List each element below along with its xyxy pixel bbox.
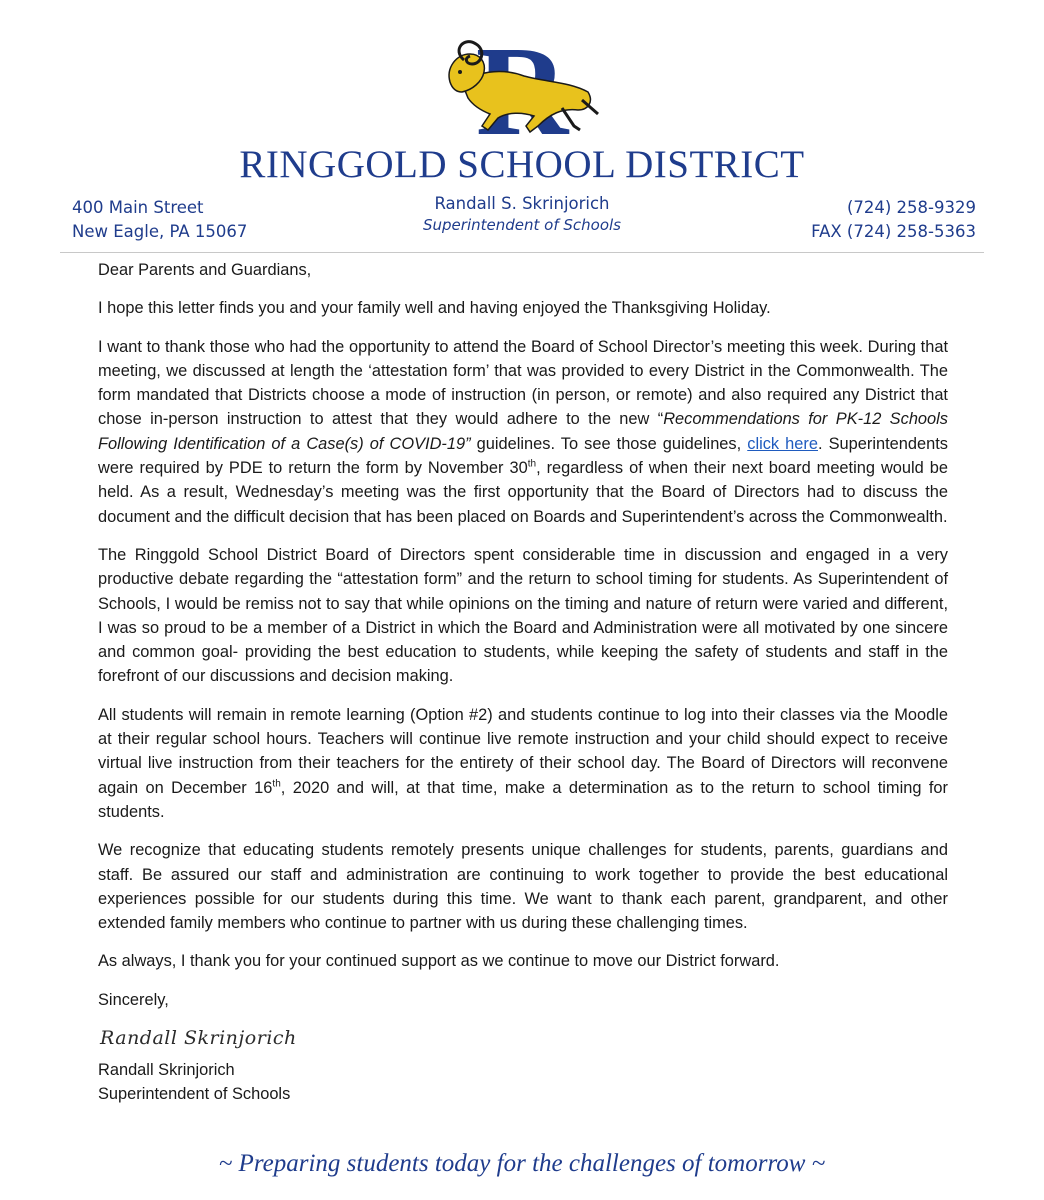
letter-body <box>98 258 948 1106</box>
paragraph-2 <box>98 335 948 529</box>
paragraph-3: The Ringgold School District Board of Directors spent considerable time in discussion and engaged in a very productive debate regarding the “attestation form” and the return to school timing for students. As Superintendent of Schools, I would be remiss not to say that while opinions on the timing and nature of return were varied and different, I was so proud to be a member of a District in which the Board and Administration were all motivated by one sincere and common goal- providing the best education to students, while keeping the safety of students and staff in the forefront of our discussions and decision making. <box>98 545 948 686</box>
guidelines-link[interactable]: click here <box>747 434 818 453</box>
ram-logo-icon <box>442 30 602 142</box>
ordinal-suffix: th <box>272 778 281 790</box>
signer-title: Superintendent of Schools <box>98 1085 291 1104</box>
paragraph-4 <box>98 703 948 824</box>
superintendent-title: Superintendent of Schools <box>423 216 621 234</box>
paragraph-4-text-a: All students will remain in remote learning (Option #2) and students continue to log into their classes via the Moodle at their regular school hours. Teachers will continue live remote instruction and your child should expect to receive virtual live instruction from their teachers for the entirety of their school day. The Board of Directors will reconvene again on December 16 <box>98 705 948 797</box>
superintendent-name: Randall S. Skrinjorich <box>434 194 610 213</box>
address-line-1: 400 Main Street <box>72 198 204 217</box>
paragraph-2-text-a: I want to thank those who had the opportunity to attend the Board of School Director’s meeting this week. During that meeting, we discussed at length the ‘attestation form’ that was provided to every District in the Commonwealth. The form mandated that Districts choose a mode of instruction (in person, or remote) and also required any District that chose in-person instruction to attest that they would adhere to the new “ <box>98 337 948 429</box>
paragraph-2-text-d: , regardless of when their next board meeting would be held. As a result, Wednesday’s meeting was the first opportunity that the Board of Directors had to discuss the document and the difficult decision that has been placed on Boards and Superintendent’s across the Commonwealth. <box>98 459 948 526</box>
handwritten-signature: Randall Skrinjorich <box>100 1027 297 1050</box>
address-line-2: New Eagle, PA 15067 <box>72 222 248 241</box>
signer-name: Randall Skrinjorich <box>98 1061 235 1080</box>
phone-number: (724) 258-9329 <box>846 198 976 217</box>
district-address <box>72 196 247 244</box>
ordinal-suffix: th <box>527 458 537 470</box>
footer-tagline: ~ Preparing students today for the challenges of tomorrow ~ <box>218 1150 826 1177</box>
paragraph-6: As always, I thank you for your continued support as we continue to move our District forward. <box>98 952 780 971</box>
signature-block <box>98 1058 948 1106</box>
paragraph-2-text-b: guidelines. To see those guidelines, <box>470 434 748 453</box>
closing: Sincerely, <box>98 990 169 1009</box>
header-divider <box>60 252 984 253</box>
district-logo <box>442 30 602 142</box>
district-name: RINGGOLD SCHOOL DISTRICT <box>239 143 805 186</box>
fax-number: FAX (724) 258-5363 <box>811 222 976 241</box>
superintendent-header <box>372 193 672 235</box>
paragraph-1: I hope this letter finds you and your family well and having enjoyed the Thanksgiving Holiday. <box>98 299 771 318</box>
paragraph-2-text-c: . Superintendents were required by PDE to return the form by November 30 <box>98 434 948 478</box>
paragraph-5: We recognize that educating students remotely presents unique challenges for students, parents, guardians and staff. Be assured our staff and administration are continuing to work together to provide the best educational experiences possible for our students during this time. We want to thank each parent, grandparent, and other extended family members who continue to partner with us during these challenging times. <box>98 841 948 933</box>
guidelines-title: Recommendations for PK-12 Schools Following Identification of a Case(s) of COVID-19” <box>98 410 948 453</box>
contact-numbers <box>811 196 976 244</box>
paragraph-4-text-b: , 2020 and will, at that time, make a determination as to the return to school timing for students. <box>98 778 948 821</box>
salutation: Dear Parents and Guardians, <box>98 261 312 279</box>
